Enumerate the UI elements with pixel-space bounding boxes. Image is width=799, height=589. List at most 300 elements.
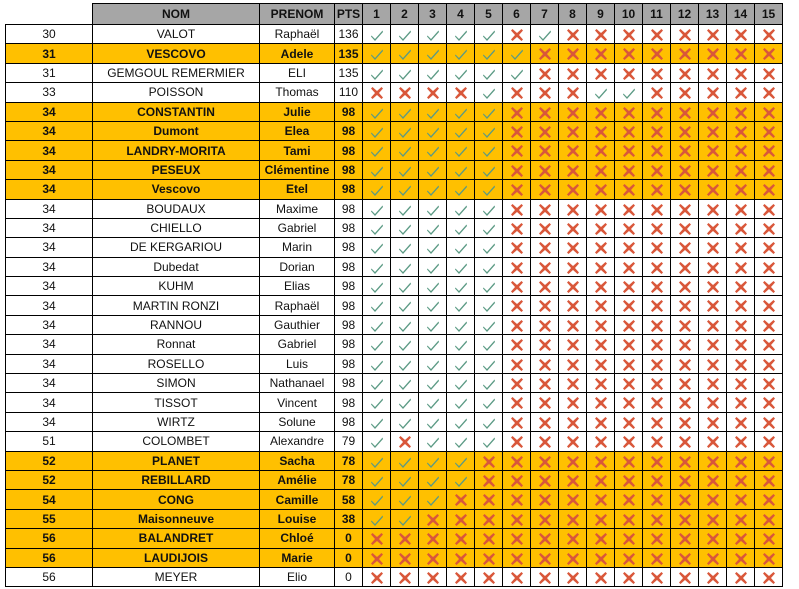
question-9-cell[interactable] [587, 393, 615, 412]
question-2-cell[interactable] [391, 374, 419, 393]
question-8-cell[interactable] [559, 102, 587, 121]
header-question-14[interactable]: 14 [727, 4, 755, 25]
question-8-cell[interactable] [559, 393, 587, 412]
question-5-cell[interactable] [475, 257, 503, 276]
question-3-cell[interactable] [419, 296, 447, 315]
question-2-cell[interactable] [391, 218, 419, 237]
question-4-cell[interactable] [447, 567, 475, 586]
question-3-cell[interactable] [419, 432, 447, 451]
question-12-cell[interactable] [671, 25, 699, 44]
question-1-cell[interactable] [363, 529, 391, 548]
question-6-cell[interactable] [503, 529, 531, 548]
question-11-cell[interactable] [643, 121, 671, 140]
question-5-cell[interactable] [475, 451, 503, 470]
question-7-cell[interactable] [531, 354, 559, 373]
rank-cell[interactable]: 34 [6, 393, 93, 412]
question-1-cell[interactable] [363, 548, 391, 567]
question-12-cell[interactable] [671, 412, 699, 431]
question-15-cell[interactable] [755, 277, 783, 296]
question-5-cell[interactable] [475, 567, 503, 586]
question-14-cell[interactable] [727, 451, 755, 470]
question-7-cell[interactable] [531, 25, 559, 44]
question-5-cell[interactable] [475, 354, 503, 373]
question-15-cell[interactable] [755, 315, 783, 334]
pts-cell[interactable]: 136 [335, 25, 363, 44]
question-7-cell[interactable] [531, 315, 559, 334]
rank-cell[interactable]: 34 [6, 412, 93, 431]
prenom-cell[interactable]: Thomas [260, 83, 335, 102]
pts-cell[interactable]: 98 [335, 335, 363, 354]
question-10-cell[interactable] [615, 529, 643, 548]
question-3-cell[interactable] [419, 412, 447, 431]
question-11-cell[interactable] [643, 374, 671, 393]
question-4-cell[interactable] [447, 529, 475, 548]
nom-cell[interactable]: Dubedat [93, 257, 260, 276]
question-15-cell[interactable] [755, 25, 783, 44]
prenom-cell[interactable]: Luis [260, 354, 335, 373]
question-15-cell[interactable] [755, 354, 783, 373]
question-3-cell[interactable] [419, 374, 447, 393]
question-14-cell[interactable] [727, 470, 755, 489]
header-nom[interactable]: NOM [93, 4, 260, 25]
question-3-cell[interactable] [419, 354, 447, 373]
question-3-cell[interactable] [419, 141, 447, 160]
nom-cell[interactable]: Dumont [93, 121, 260, 140]
pts-cell[interactable]: 98 [335, 141, 363, 160]
question-9-cell[interactable] [587, 83, 615, 102]
question-5-cell[interactable] [475, 238, 503, 257]
question-11-cell[interactable] [643, 412, 671, 431]
question-14-cell[interactable] [727, 354, 755, 373]
question-2-cell[interactable] [391, 83, 419, 102]
question-15-cell[interactable] [755, 451, 783, 470]
question-8-cell[interactable] [559, 296, 587, 315]
question-9-cell[interactable] [587, 548, 615, 567]
question-9-cell[interactable] [587, 470, 615, 489]
nom-cell[interactable]: KUHM [93, 277, 260, 296]
question-1-cell[interactable] [363, 335, 391, 354]
question-14-cell[interactable] [727, 296, 755, 315]
rank-cell[interactable]: 34 [6, 238, 93, 257]
question-10-cell[interactable] [615, 335, 643, 354]
question-5-cell[interactable] [475, 548, 503, 567]
question-8-cell[interactable] [559, 354, 587, 373]
nom-cell[interactable]: CHIELLO [93, 218, 260, 237]
pts-cell[interactable]: 98 [335, 180, 363, 199]
pts-cell[interactable]: 135 [335, 63, 363, 82]
question-8-cell[interactable] [559, 238, 587, 257]
question-13-cell[interactable] [699, 548, 727, 567]
question-11-cell[interactable] [643, 490, 671, 509]
question-9-cell[interactable] [587, 44, 615, 63]
question-14-cell[interactable] [727, 180, 755, 199]
question-11-cell[interactable] [643, 335, 671, 354]
question-5-cell[interactable] [475, 432, 503, 451]
question-8-cell[interactable] [559, 121, 587, 140]
question-12-cell[interactable] [671, 548, 699, 567]
question-11-cell[interactable] [643, 83, 671, 102]
question-9-cell[interactable] [587, 180, 615, 199]
question-10-cell[interactable] [615, 199, 643, 218]
question-12-cell[interactable] [671, 238, 699, 257]
question-1-cell[interactable] [363, 354, 391, 373]
question-14-cell[interactable] [727, 277, 755, 296]
question-11-cell[interactable] [643, 451, 671, 470]
question-8-cell[interactable] [559, 335, 587, 354]
question-8-cell[interactable] [559, 257, 587, 276]
question-13-cell[interactable] [699, 238, 727, 257]
question-14-cell[interactable] [727, 412, 755, 431]
question-11-cell[interactable] [643, 180, 671, 199]
nom-cell[interactable]: BALANDRET [93, 529, 260, 548]
rank-cell[interactable]: 34 [6, 218, 93, 237]
question-13-cell[interactable] [699, 529, 727, 548]
nom-cell[interactable]: TISSOT [93, 393, 260, 412]
prenom-cell[interactable]: Clémentine [260, 160, 335, 179]
question-7-cell[interactable] [531, 509, 559, 528]
question-6-cell[interactable] [503, 257, 531, 276]
question-7-cell[interactable] [531, 548, 559, 567]
question-6-cell[interactable] [503, 199, 531, 218]
question-12-cell[interactable] [671, 121, 699, 140]
rank-cell[interactable]: 56 [6, 529, 93, 548]
question-8-cell[interactable] [559, 529, 587, 548]
question-10-cell[interactable] [615, 393, 643, 412]
question-13-cell[interactable] [699, 199, 727, 218]
question-5-cell[interactable] [475, 529, 503, 548]
question-4-cell[interactable] [447, 257, 475, 276]
question-4-cell[interactable] [447, 160, 475, 179]
question-14-cell[interactable] [727, 335, 755, 354]
rank-cell[interactable]: 34 [6, 296, 93, 315]
question-8-cell[interactable] [559, 160, 587, 179]
pts-cell[interactable]: 58 [335, 490, 363, 509]
question-3-cell[interactable] [419, 567, 447, 586]
pts-cell[interactable]: 135 [335, 44, 363, 63]
question-1-cell[interactable] [363, 63, 391, 82]
question-2-cell[interactable] [391, 451, 419, 470]
question-3-cell[interactable] [419, 257, 447, 276]
question-12-cell[interactable] [671, 141, 699, 160]
pts-cell[interactable]: 0 [335, 548, 363, 567]
question-10-cell[interactable] [615, 374, 643, 393]
question-6-cell[interactable] [503, 315, 531, 334]
question-7-cell[interactable] [531, 238, 559, 257]
question-10-cell[interactable] [615, 277, 643, 296]
question-6-cell[interactable] [503, 63, 531, 82]
question-2-cell[interactable] [391, 25, 419, 44]
rank-cell[interactable]: 34 [6, 315, 93, 334]
question-14-cell[interactable] [727, 432, 755, 451]
question-2-cell[interactable] [391, 315, 419, 334]
question-1-cell[interactable] [363, 160, 391, 179]
question-1-cell[interactable] [363, 238, 391, 257]
question-14-cell[interactable] [727, 238, 755, 257]
question-9-cell[interactable] [587, 451, 615, 470]
question-1-cell[interactable] [363, 296, 391, 315]
question-8-cell[interactable] [559, 63, 587, 82]
question-12-cell[interactable] [671, 160, 699, 179]
question-1-cell[interactable] [363, 509, 391, 528]
question-1-cell[interactable] [363, 25, 391, 44]
nom-cell[interactable]: ROSELLO [93, 354, 260, 373]
question-7-cell[interactable] [531, 393, 559, 412]
prenom-cell[interactable]: Marie [260, 548, 335, 567]
question-10-cell[interactable] [615, 218, 643, 237]
question-14-cell[interactable] [727, 199, 755, 218]
question-11-cell[interactable] [643, 218, 671, 237]
rank-cell[interactable]: 52 [6, 451, 93, 470]
question-10-cell[interactable] [615, 432, 643, 451]
prenom-cell[interactable]: Amélie [260, 470, 335, 489]
question-4-cell[interactable] [447, 141, 475, 160]
question-12-cell[interactable] [671, 567, 699, 586]
nom-cell[interactable]: CONG [93, 490, 260, 509]
question-9-cell[interactable] [587, 238, 615, 257]
question-2-cell[interactable] [391, 121, 419, 140]
question-3-cell[interactable] [419, 180, 447, 199]
nom-cell[interactable]: MARTIN RONZI [93, 296, 260, 315]
question-9-cell[interactable] [587, 102, 615, 121]
question-10-cell[interactable] [615, 451, 643, 470]
question-10-cell[interactable] [615, 490, 643, 509]
question-2-cell[interactable] [391, 277, 419, 296]
header-question-4[interactable]: 4 [447, 4, 475, 25]
prenom-cell[interactable]: ELI [260, 63, 335, 82]
question-8-cell[interactable] [559, 412, 587, 431]
prenom-cell[interactable]: Elias [260, 277, 335, 296]
question-9-cell[interactable] [587, 432, 615, 451]
nom-cell[interactable]: PESEUX [93, 160, 260, 179]
question-13-cell[interactable] [699, 296, 727, 315]
question-10-cell[interactable] [615, 83, 643, 102]
question-2-cell[interactable] [391, 335, 419, 354]
pts-cell[interactable]: 38 [335, 509, 363, 528]
question-15-cell[interactable] [755, 529, 783, 548]
question-13-cell[interactable] [699, 335, 727, 354]
question-1-cell[interactable] [363, 393, 391, 412]
question-9-cell[interactable] [587, 218, 615, 237]
question-15-cell[interactable] [755, 160, 783, 179]
question-12-cell[interactable] [671, 44, 699, 63]
question-4-cell[interactable] [447, 121, 475, 140]
question-14-cell[interactable] [727, 393, 755, 412]
nom-cell[interactable]: LAUDIJOIS [93, 548, 260, 567]
rank-cell[interactable]: 30 [6, 25, 93, 44]
question-1-cell[interactable] [363, 374, 391, 393]
rank-cell[interactable]: 34 [6, 141, 93, 160]
question-15-cell[interactable] [755, 102, 783, 121]
question-10-cell[interactable] [615, 257, 643, 276]
question-4-cell[interactable] [447, 315, 475, 334]
header-question-13[interactable]: 13 [699, 4, 727, 25]
question-7-cell[interactable] [531, 277, 559, 296]
question-2-cell[interactable] [391, 509, 419, 528]
question-15-cell[interactable] [755, 470, 783, 489]
question-14-cell[interactable] [727, 567, 755, 586]
question-2-cell[interactable] [391, 354, 419, 373]
nom-cell[interactable]: Vescovo [93, 180, 260, 199]
question-12-cell[interactable] [671, 509, 699, 528]
question-14-cell[interactable] [727, 121, 755, 140]
question-6-cell[interactable] [503, 180, 531, 199]
header-question-8[interactable]: 8 [559, 4, 587, 25]
question-4-cell[interactable] [447, 180, 475, 199]
question-10-cell[interactable] [615, 102, 643, 121]
rank-cell[interactable]: 34 [6, 121, 93, 140]
question-9-cell[interactable] [587, 121, 615, 140]
prenom-cell[interactable]: Solune [260, 412, 335, 431]
prenom-cell[interactable]: Maxime [260, 199, 335, 218]
header-question-12[interactable]: 12 [671, 4, 699, 25]
question-3-cell[interactable] [419, 83, 447, 102]
rank-cell[interactable]: 34 [6, 374, 93, 393]
rank-cell[interactable]: 34 [6, 277, 93, 296]
question-7-cell[interactable] [531, 412, 559, 431]
prenom-cell[interactable]: Nathanael [260, 374, 335, 393]
question-14-cell[interactable] [727, 160, 755, 179]
question-3-cell[interactable] [419, 160, 447, 179]
rank-cell[interactable]: 56 [6, 548, 93, 567]
header-pts[interactable]: PTS [335, 4, 363, 25]
question-7-cell[interactable] [531, 218, 559, 237]
question-10-cell[interactable] [615, 238, 643, 257]
question-4-cell[interactable] [447, 470, 475, 489]
nom-cell[interactable]: POISSON [93, 83, 260, 102]
question-6-cell[interactable] [503, 121, 531, 140]
question-13-cell[interactable] [699, 393, 727, 412]
question-2-cell[interactable] [391, 470, 419, 489]
question-9-cell[interactable] [587, 296, 615, 315]
question-4-cell[interactable] [447, 63, 475, 82]
rank-cell[interactable]: 31 [6, 44, 93, 63]
question-8-cell[interactable] [559, 180, 587, 199]
question-13-cell[interactable] [699, 470, 727, 489]
question-6-cell[interactable] [503, 238, 531, 257]
question-6-cell[interactable] [503, 102, 531, 121]
question-3-cell[interactable] [419, 335, 447, 354]
rank-cell[interactable]: 34 [6, 199, 93, 218]
question-13-cell[interactable] [699, 412, 727, 431]
question-8-cell[interactable] [559, 567, 587, 586]
question-12-cell[interactable] [671, 490, 699, 509]
header-question-9[interactable]: 9 [587, 4, 615, 25]
question-5-cell[interactable] [475, 277, 503, 296]
question-9-cell[interactable] [587, 199, 615, 218]
question-15-cell[interactable] [755, 121, 783, 140]
question-1-cell[interactable] [363, 567, 391, 586]
pts-cell[interactable]: 98 [335, 160, 363, 179]
question-1-cell[interactable] [363, 451, 391, 470]
question-13-cell[interactable] [699, 451, 727, 470]
question-8-cell[interactable] [559, 25, 587, 44]
pts-cell[interactable]: 98 [335, 277, 363, 296]
question-13-cell[interactable] [699, 102, 727, 121]
nom-cell[interactable]: CONSTANTIN [93, 102, 260, 121]
question-12-cell[interactable] [671, 451, 699, 470]
question-6-cell[interactable] [503, 490, 531, 509]
question-14-cell[interactable] [727, 374, 755, 393]
question-11-cell[interactable] [643, 393, 671, 412]
question-1-cell[interactable] [363, 218, 391, 237]
question-15-cell[interactable] [755, 218, 783, 237]
question-2-cell[interactable] [391, 567, 419, 586]
question-1-cell[interactable] [363, 470, 391, 489]
question-1-cell[interactable] [363, 83, 391, 102]
prenom-cell[interactable]: Elio [260, 567, 335, 586]
question-6-cell[interactable] [503, 567, 531, 586]
question-15-cell[interactable] [755, 412, 783, 431]
question-10-cell[interactable] [615, 315, 643, 334]
nom-cell[interactable]: PLANET [93, 451, 260, 470]
header-question-7[interactable]: 7 [531, 4, 559, 25]
question-5-cell[interactable] [475, 412, 503, 431]
question-3-cell[interactable] [419, 470, 447, 489]
question-12-cell[interactable] [671, 432, 699, 451]
question-6-cell[interactable] [503, 83, 531, 102]
question-12-cell[interactable] [671, 218, 699, 237]
question-1-cell[interactable] [363, 412, 391, 431]
question-8-cell[interactable] [559, 315, 587, 334]
question-15-cell[interactable] [755, 567, 783, 586]
nom-cell[interactable]: REBILLARD [93, 470, 260, 489]
question-7-cell[interactable] [531, 257, 559, 276]
pts-cell[interactable]: 110 [335, 83, 363, 102]
question-4-cell[interactable] [447, 432, 475, 451]
question-10-cell[interactable] [615, 567, 643, 586]
question-5-cell[interactable] [475, 490, 503, 509]
question-10-cell[interactable] [615, 412, 643, 431]
prenom-cell[interactable]: Raphaël [260, 25, 335, 44]
rank-cell[interactable]: 34 [6, 180, 93, 199]
question-1-cell[interactable] [363, 277, 391, 296]
question-1-cell[interactable] [363, 44, 391, 63]
question-4-cell[interactable] [447, 393, 475, 412]
question-9-cell[interactable] [587, 160, 615, 179]
question-6-cell[interactable] [503, 335, 531, 354]
prenom-cell[interactable]: Julie [260, 102, 335, 121]
question-10-cell[interactable] [615, 509, 643, 528]
question-4-cell[interactable] [447, 277, 475, 296]
question-4-cell[interactable] [447, 218, 475, 237]
question-13-cell[interactable] [699, 141, 727, 160]
question-3-cell[interactable] [419, 548, 447, 567]
question-12-cell[interactable] [671, 102, 699, 121]
question-11-cell[interactable] [643, 257, 671, 276]
question-8-cell[interactable] [559, 548, 587, 567]
question-11-cell[interactable] [643, 315, 671, 334]
question-12-cell[interactable] [671, 374, 699, 393]
prenom-cell[interactable]: Etel [260, 180, 335, 199]
question-11-cell[interactable] [643, 470, 671, 489]
question-7-cell[interactable] [531, 451, 559, 470]
question-1-cell[interactable] [363, 141, 391, 160]
question-8-cell[interactable] [559, 470, 587, 489]
question-7-cell[interactable] [531, 335, 559, 354]
nom-cell[interactable]: Maisonneuve [93, 509, 260, 528]
question-2-cell[interactable] [391, 199, 419, 218]
question-9-cell[interactable] [587, 529, 615, 548]
question-13-cell[interactable] [699, 180, 727, 199]
prenom-cell[interactable]: Alexandre [260, 432, 335, 451]
question-7-cell[interactable] [531, 199, 559, 218]
rank-cell[interactable]: 31 [6, 63, 93, 82]
question-14-cell[interactable] [727, 257, 755, 276]
question-8-cell[interactable] [559, 199, 587, 218]
nom-cell[interactable]: BOUDAUX [93, 199, 260, 218]
question-6-cell[interactable] [503, 412, 531, 431]
question-7-cell[interactable] [531, 102, 559, 121]
